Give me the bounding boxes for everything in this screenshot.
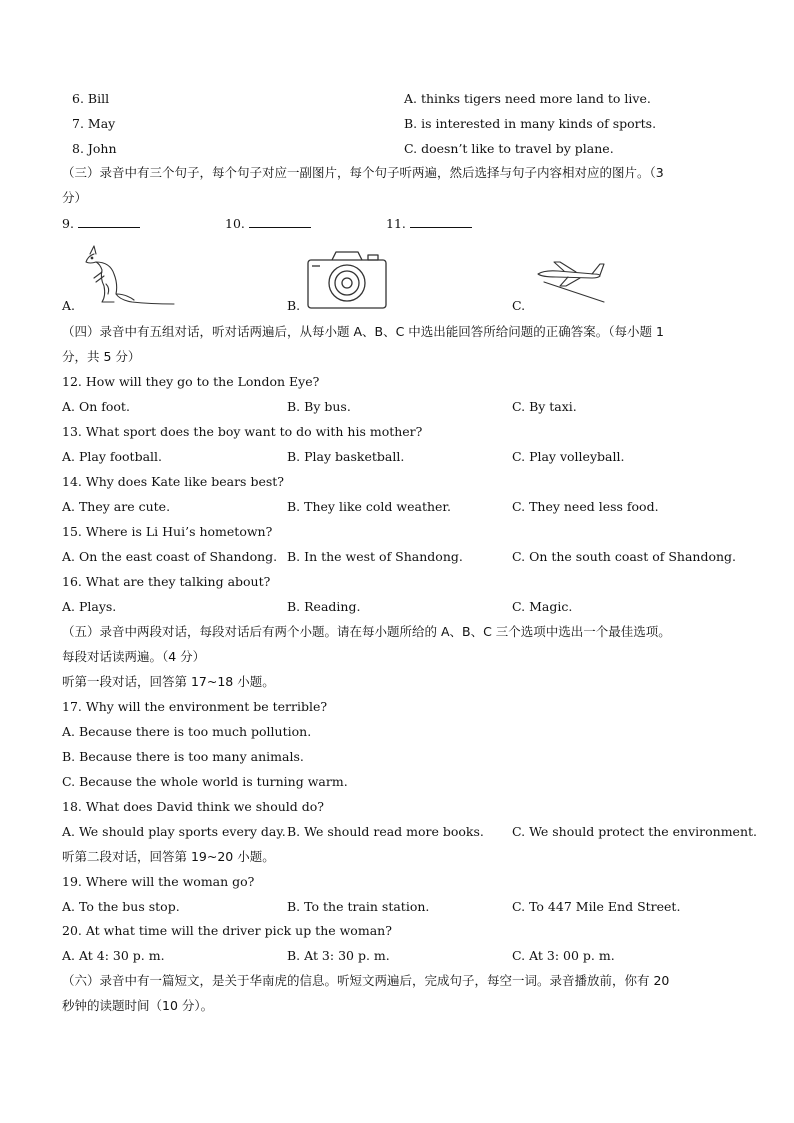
question-12: 12. How will they go to the London Eye? (62, 374, 320, 389)
option-18c[interactable]: C. We should protect the environment. (512, 824, 758, 839)
option-17b[interactable]: B. Because there is too many animals. (62, 749, 304, 764)
section5-instruction: （五）录音中两段对话，每段对话后有两个小题。请在每小题所给的 A、B、C 三个选项中选出一个最佳选项。 (62, 624, 671, 639)
question-14: 14. Why does Kate like bears best? (62, 474, 284, 489)
option-19b[interactable]: B. To the train station. (287, 899, 430, 914)
blank-number: 9. (62, 216, 74, 231)
match-option-b: B. is interested in many kinds of sports. (404, 116, 657, 131)
option-13b[interactable]: B. Play basketball. (287, 449, 405, 464)
section4-instruction: （四）录音中有五组对话，听对话两遍后，从每小题 A、B、C 中选出能回答所给问题的正确答案。（每小题 1 (62, 324, 664, 339)
dialog1-header: 听第一段对话，回答第 17~18 小题。 (62, 674, 275, 689)
option-15a[interactable]: A. On the east coast of Shandong. (62, 549, 278, 564)
option-18b[interactable]: B. We should read more books. (287, 824, 484, 839)
question-13: 13. What sport does the boy want to do with his mother? (62, 424, 423, 439)
question-18: 18. What does David think we should do? (62, 799, 325, 814)
dialog2-header: 听第二段对话，回答第 19~20 小题。 (62, 849, 275, 864)
option-15c[interactable]: C. On the south coast of Shandong. (512, 549, 737, 564)
question-16: 16. What are they talking about? (62, 574, 271, 589)
section3-instruction: （三）录音中有三个句子，每个句子对应一副图片，每个句子听两遍，然后选择与句子内容相对应的图片。（3 (62, 165, 664, 180)
question-19: 19. Where will the woman go? (62, 874, 255, 889)
option-14b[interactable]: B. They like cold weather. (287, 499, 451, 514)
match-name-7: 7. May (72, 116, 116, 131)
answer-blank-11[interactable] (386, 215, 472, 233)
option-12c[interactable]: C. By taxi. (512, 399, 577, 414)
blank-number: 11. (386, 216, 406, 231)
option-12a[interactable]: A. On foot. (62, 399, 130, 414)
question-17: 17. Why will the environment be terrible? (62, 699, 328, 714)
option-18a[interactable]: A. We should play sports every day. (62, 824, 286, 839)
airplane-icon (534, 258, 614, 306)
match-name-6: 6. Bill (72, 91, 110, 106)
picture-label-c: C. (512, 298, 526, 313)
question-15: 15. Where is Li Hui’s hometown? (62, 524, 273, 539)
option-20b[interactable]: B. At 3: 30 p. m. (287, 948, 390, 963)
option-19a[interactable]: A. To the bus stop. (62, 899, 180, 914)
match-name-8: 8. John (72, 141, 117, 156)
section6-instruction: （六）录音中有一篇短文，是关于华南虎的信息。听短文两遍后，完成句子，每空一词。录音播放前，你有 20 (62, 973, 670, 988)
option-12b[interactable]: B. By bus. (287, 399, 351, 414)
option-17c[interactable]: C. Because the whole world is turning warm. (62, 774, 348, 789)
answer-blank-10[interactable] (225, 215, 311, 233)
match-option-c: C. doesn’t like to travel by plane. (404, 141, 614, 156)
option-13c[interactable]: C. Play volleyball. (512, 449, 625, 464)
section3-instruction-cont: 分） (62, 190, 88, 205)
section6-instruction-cont: 秒钟的读题时间（10 分）。 (62, 998, 214, 1013)
option-16a[interactable]: A. Plays. (62, 599, 117, 614)
match-option-a: A. thinks tigers need more land to live. (404, 91, 651, 106)
option-15b[interactable]: B. In the west of Shandong. (287, 549, 463, 564)
kangaroo-icon (80, 244, 180, 308)
option-20a[interactable]: A. At 4: 30 p. m. (62, 948, 165, 963)
option-13a[interactable]: A. Play football. (62, 449, 162, 464)
question-20: 20. At what time will the driver pick up the woman? (62, 923, 392, 938)
option-20c[interactable]: C. At 3: 00 p. m. (512, 948, 615, 963)
answer-blank-9[interactable] (62, 215, 140, 233)
blank-number: 10. (225, 216, 245, 231)
section4-instruction-cont: 分，共 5 分） (62, 349, 141, 364)
option-19c[interactable]: C. To 447 Mile End Street. (512, 899, 681, 914)
option-14c[interactable]: C. They need less food. (512, 499, 659, 514)
camera-icon (306, 250, 388, 310)
option-14a[interactable]: A. They are cute. (62, 499, 171, 514)
section5-instruction-cont: 每段对话读两遍。（4 分） (62, 649, 206, 664)
option-16c[interactable]: C. Magic. (512, 599, 573, 614)
option-16b[interactable]: B. Reading. (287, 599, 361, 614)
picture-label-a: A. (62, 298, 76, 313)
picture-label-b: B. (287, 298, 301, 313)
option-17a[interactable]: A. Because there is too much pollution. (62, 724, 312, 739)
